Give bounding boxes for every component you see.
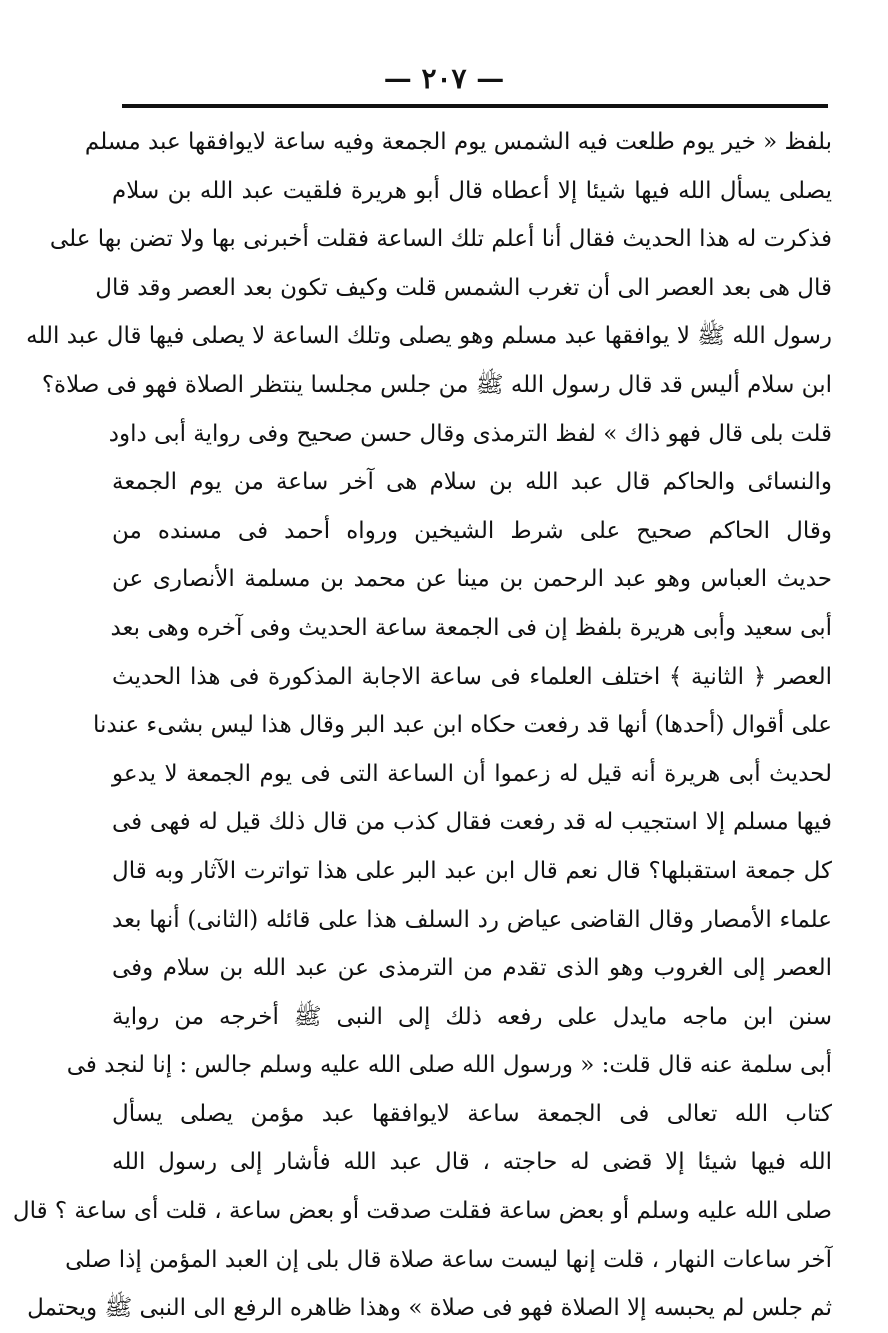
text-line: قال هى بعد العصر الى أن تغرب الشمس قلت وكيف تكون بعد العصر وقد قال [95,274,832,301]
page-number: — ٢٠٧ — [383,62,505,95]
body-text [12,118,832,1333]
text-line: حديث العباس وهو عبد الرحمن بن مينا عن محمد بن مسلمة الأنصارى عن [112,566,832,593]
text-line: أبى سلمة عنه قال قلت: « ورسول الله صلى الله عليه وسلم جالس : إنا لنجد فى [66,1052,832,1079]
text-line: كل جمعة استقبلها؟ قال نعم قال ابن عبد البر على هذا تواترت الآثار وبه قال [112,857,832,884]
text-line: فيها مسلم إلا استجيب له قد رفعت فقال كذب من قال ذلك قيل له فهى فى [112,809,832,836]
text-line: يصلى يسأل الله فيها شيئا إلا أعطاه قال أبو هريرة فلقيت عبد الله بن سلام [112,177,832,204]
text-line: وقال الحاكم صحيح على شرط الشيخين ورواه أحمد فى مسنده من [112,517,832,544]
text-line: قلت بلى قال فهو ذاك » لفظ الترمذى وقال حسن صحيح وفى رواية أبى داود [108,420,832,447]
text-line: فذكرت له هذا الحديث فقال أنا أعلم تلك الساعة فقلت أخبرنى بها ولا تضن بها على [49,226,832,253]
text-line: علماء الأمصار وقال القاضى عياض رد السلف هذا على قائله (الثانى) أنها بعد [112,906,832,933]
text-line: صلى الله عليه وسلم أو بعض ساعة فقلت صدقت أو بعض ساعة ، قلت أى ساعة ؟ قال [12,1198,832,1225]
text-line: على أقوال (أحدها) أنها قد رفعت حكاه ابن عبد البر وقال هذا ليس بشىء عندنا [92,712,832,739]
text-line: العصر إلى الغروب وهو الذى تقدم من الترمذى عن عبد الله بن سلام وفى [112,955,832,982]
text-line: والنسائى والحاكم قال عبد الله بن سلام هى آخر ساعة من يوم الجمعة [112,469,832,496]
header-rule [122,104,828,108]
text-line: العصر ﴿ الثانية ﴾ اختلف العلماء فى ساعة الاجابة المذكورة فى هذا الحديث [112,663,832,690]
text-line: سنن ابن ماجه مايدل على رفعه ذلك إلى النبى ﷺ أخرجه من رواية [112,1003,832,1030]
text-line: ثم جلس لم يحبسه إلا الصلاة فهو فى صلاة » وهذا ظاهره الرفع الى النبى ﷺ ويحتمل [27,1295,832,1322]
text-line: رسول الله ﷺ لا يوافقها عبد مسلم وهو يصلى وتلك الساعة لا يصلى فيها قال عبد الله [26,323,832,350]
text-line: الله فيها شيئا إلا قضى له حاجته ، قال عبد الله فأشار إلى رسول الله [112,1149,832,1176]
text-line: كتاب الله تعالى فى الجمعة ساعة لايوافقها عبد مؤمن يصلى يسأل [112,1100,832,1127]
text-line: بلفظ « خير يوم طلعت فيه الشمس يوم الجمعة وفيه ساعة لايوافقها عبد مسلم [84,129,832,155]
text-line: أبى سعيد وأبى هريرة بلفظ إن فى الجمعة ساعة الحديث وفى آخره وهى بعد [110,614,832,641]
text-line: آخر ساعات النهار ، قلت إنها ليست ساعة صلاة قال بلى إن العبد المؤمن إذا صلى [65,1246,832,1273]
text-line: ابن سلام أليس قد قال رسول الله ﷺ من جلس مجلسا ينتظر الصلاة فهو فى صلاة؟ [41,371,832,398]
text-line: لحديث أبى هريرة أنه قيل له زعموا أن الساعة التى فى يوم الجمعة لا يدعو [112,760,832,787]
